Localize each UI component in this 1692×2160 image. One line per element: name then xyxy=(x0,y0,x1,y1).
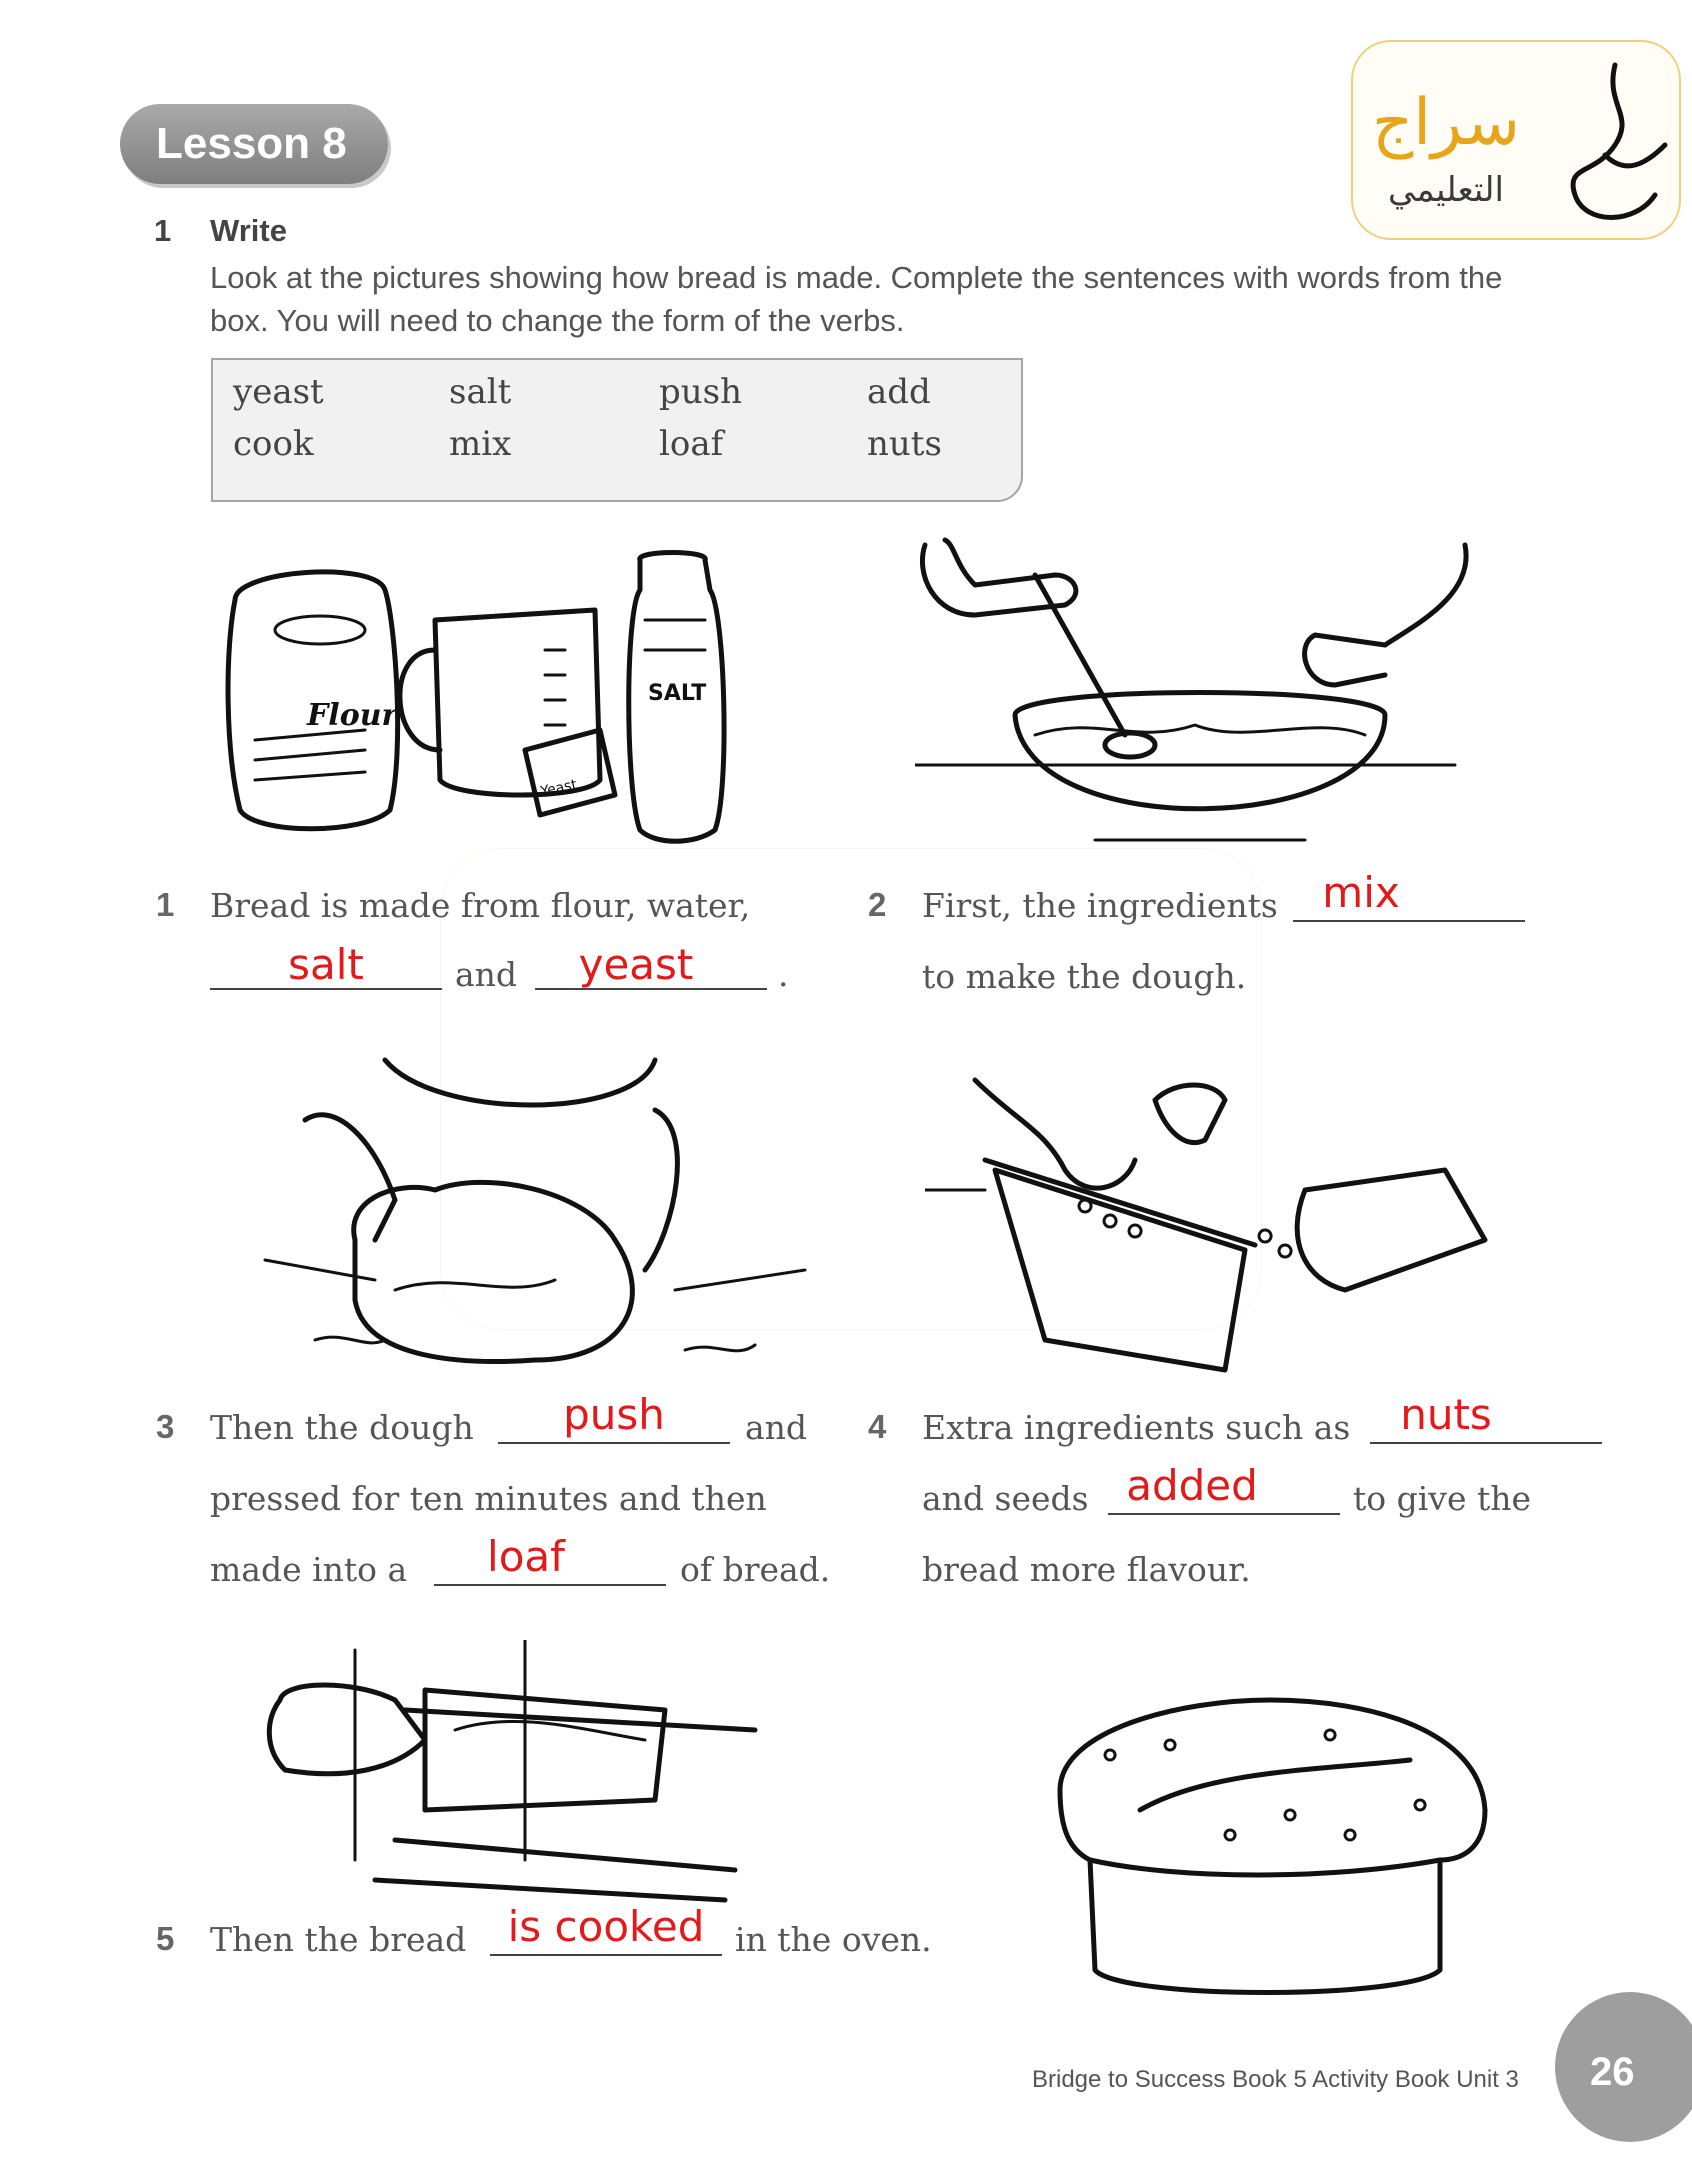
item-4-text-3: to give the xyxy=(1353,1479,1532,1518)
item-4-blank-b[interactable] xyxy=(1108,1511,1340,1515)
logo-calligraphy-icon xyxy=(1545,55,1675,235)
item-5-text-2: in the oven. xyxy=(735,1920,932,1959)
item-4-answer-a: nuts xyxy=(1400,1390,1492,1439)
item-2-number: 2 xyxy=(868,886,887,923)
item-4-blank-a[interactable] xyxy=(1370,1440,1602,1444)
item-5-text: Then the bread xyxy=(210,1920,467,1959)
logo-main-text: سراج xyxy=(1371,86,1521,160)
word-push: push xyxy=(659,372,743,412)
item-3-number: 3 xyxy=(156,1408,175,1445)
item-2-answer: mix xyxy=(1322,868,1400,917)
item-3-text: Then the dough xyxy=(210,1408,474,1447)
ingredients-picture xyxy=(215,550,745,850)
word-yeast: yeast xyxy=(233,372,324,412)
item-2-text-2: to make the dough. xyxy=(922,957,1247,996)
oven-picture xyxy=(255,1640,775,1910)
item-3-text-4: of bread. xyxy=(680,1550,831,1589)
word-mix: mix xyxy=(449,424,512,464)
word-nuts: nuts xyxy=(867,424,942,464)
item-1-answer-b: yeast xyxy=(578,940,694,989)
item-4-number: 4 xyxy=(868,1408,887,1445)
item-5-blank[interactable] xyxy=(490,1952,722,1956)
item-3-text-3: made into a xyxy=(210,1550,408,1589)
exercise-instruction: Look at the pictures showing how bread is made. Complete the sentences with words from the box. You will need to change the form of the verbs. xyxy=(210,260,1503,338)
item-1-end: . xyxy=(778,955,789,994)
item-5-number: 5 xyxy=(156,1920,175,1957)
loaf-picture xyxy=(1030,1690,1500,2020)
word-box xyxy=(211,358,1023,502)
lesson-label: Lesson 8 xyxy=(120,104,388,184)
item-5-answer: is cooked xyxy=(507,1902,705,1951)
item-3-answer-b: loaf xyxy=(487,1532,565,1581)
item-3-and: and xyxy=(745,1408,808,1447)
logo-sub-text: التعليمي xyxy=(1388,170,1504,210)
word-loaf: loaf xyxy=(659,424,724,464)
exercise-number: 1 xyxy=(154,213,172,248)
item-3-answer-a: push xyxy=(563,1390,665,1439)
yeast-packet-label: Yeast xyxy=(539,776,579,801)
word-cook: cook xyxy=(233,424,314,464)
book-footer: Bridge to Success Book 5 Activity Book Unit 3 xyxy=(1032,2066,1519,2093)
item-4-text-4: bread more flavour. xyxy=(922,1550,1251,1589)
item-3-blank-a[interactable] xyxy=(498,1440,730,1444)
item-2-blank[interactable] xyxy=(1293,918,1525,922)
item-1-number: 1 xyxy=(156,886,175,923)
mixing-picture xyxy=(915,535,1475,855)
exercise-title: Write xyxy=(210,213,287,248)
item-2-text: First, the ingredients xyxy=(922,886,1278,925)
adding-nuts-picture xyxy=(925,1040,1505,1380)
word-salt: salt xyxy=(449,372,512,412)
item-4-answer-b: added xyxy=(1126,1461,1258,1510)
flour-bag-label: Flour xyxy=(307,698,398,733)
item-1-answer-a: salt xyxy=(288,940,364,989)
item-3-text-2: pressed for ten minutes and then xyxy=(210,1479,767,1518)
word-add: add xyxy=(867,372,931,412)
page-number: 26 xyxy=(1590,2050,1635,2094)
item-4-text: Extra ingredients such as xyxy=(922,1408,1351,1447)
salt-shaker-label: SALT xyxy=(648,681,707,706)
item-3-blank-b[interactable] xyxy=(434,1582,666,1586)
item-4-text-2: and seeds xyxy=(922,1479,1089,1518)
item-1-text: Bread is made from flour, water, xyxy=(210,886,751,925)
kneading-picture xyxy=(255,1040,815,1370)
item-1-and: and xyxy=(455,955,518,994)
